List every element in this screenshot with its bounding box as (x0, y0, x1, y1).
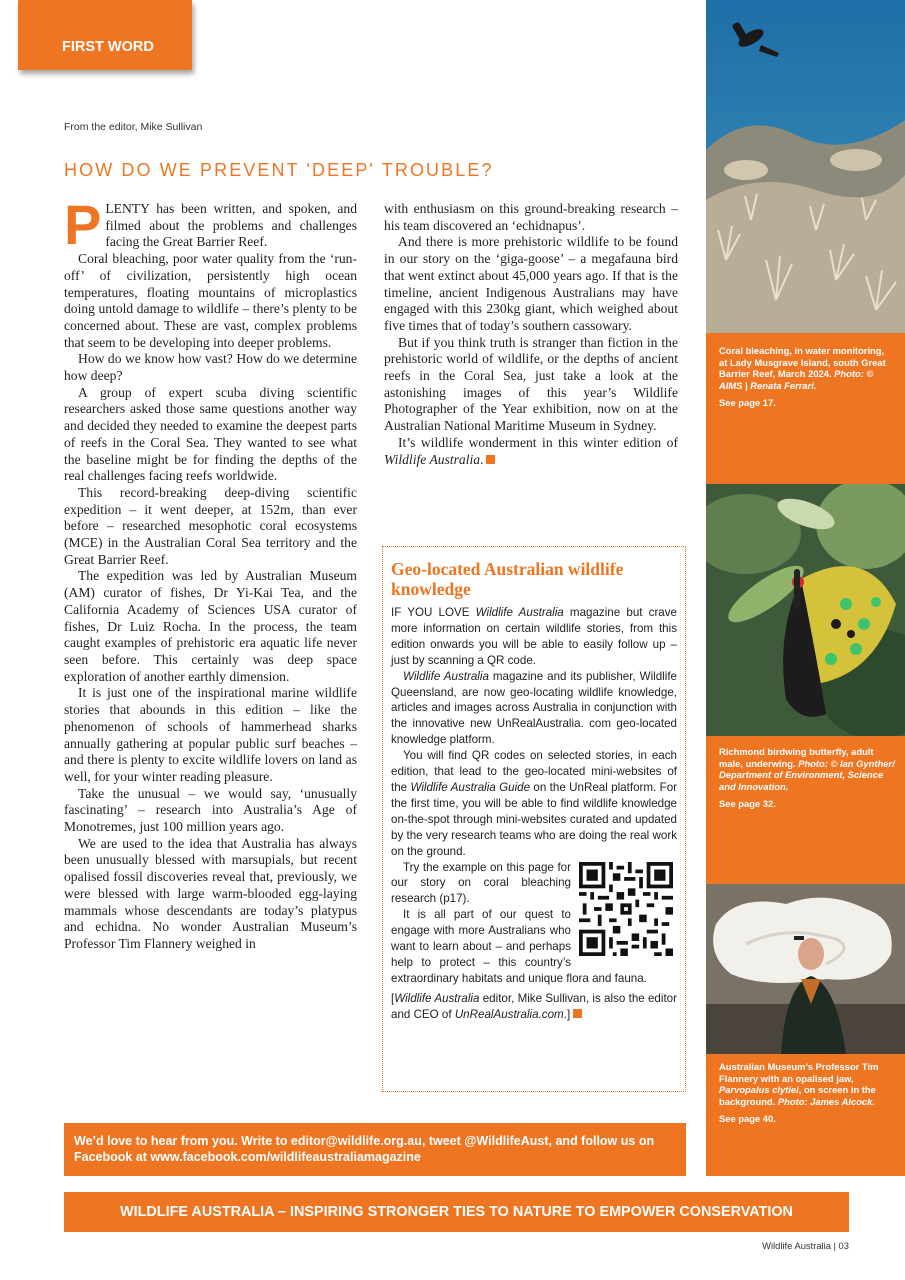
page-title: HOW DO WE PREVENT 'DEEP' TROUBLE? (64, 160, 494, 180)
box-paragraph: Wildlife Australia magazine and its publisher, Wildlife Queensland, are now geo-locating wildlife knowledge, articles and images across Australia in conjunction with the innovative new UnRealAustralia. com geo-located knowledge platform. (391, 669, 677, 747)
contact-banner[interactable]: We’d love to hear from you. Write to editor@wildlife.org.au, tweet @WildlifeAust, and follow us on Facebook at www.facebook.com/wildlifeaustraliamagazine (64, 1123, 686, 1176)
article-paragraph: Coral bleaching, poor water quality from the ‘run-off’ of civilization, persistently high ocean temperatures, floating mountains of microplastics doing untold damage to wildlife – there’s plenty to be concerned about. These are vast, complex problems that seem to be developing into deeper problems. (64, 251, 357, 350)
see-page-link[interactable]: See page 17. (719, 397, 776, 409)
sidebar-box (382, 546, 686, 1092)
article-paragraph: The expedition was led by Australian Museum (AM) curator of fishes, Dr Yi-Kai Tea, and the California Academy of Sciences USA curator of fishes, Dr Luiz Rocha. In the process, the team caught examples of prehistoric era aquatic life never seen before. This certainly was deep space exploration of another earthly dimension. (64, 568, 357, 684)
box-paragraph: IF YOU LOVE Wildlife Australia magazine but crave more information on certain wildlife stories, from this edition onwards you will be able to easily follow up – just by scanning a QR code. (391, 606, 677, 667)
article-paragraph: It’s wildlife wonderment in this winter edition of Wildlife Australia. (384, 434, 678, 467)
article-paragraph: We are used to the idea that Australia has always been unusually blessed with marsupials, but recent opalised fossil discoveries reveal that, previously, we were blessed with large warm-blooded egg-laying mammals whose descendants are today’s platypus and echidna. No wonder Australian Museum’s Professor Tim Flannery weighed in (64, 835, 357, 951)
section-tab-label: FIRST WORD (62, 39, 154, 55)
box-paragraph: [Wildlife Australia editor, Mike Sullivan, is also the editor and CEO of UnRealAustralia.com.] (391, 991, 677, 1021)
article-paragraph: It is just one of the inspirational marine wildlife stories that abounds in this edition – like the phenomenon of schools of hammerhead sharks annually gathering at popular public surf beaches – and there is plenty to excite wildlife lovers on land as well, for your winter reading pleasure. (64, 685, 357, 784)
see-page-link[interactable]: See page 40. (719, 1113, 776, 1125)
article-paragraph: This record-breaking deep-diving scientific expedition – it went deeper, at 152m, than ever before – researched mesophotic coral ecosystems (MCE) in the Australian Coral Sea territory and the Great Barrier Reef. (64, 484, 357, 567)
butterfly-photo (706, 484, 905, 736)
article-paragraph: A group of expert scuba diving scientific researchers asked those same questions another way and decided they needed to examine the deepest parts of reefs in the Coral Sea. They wanted to see what the baseline might be for finding the depths of the real challenges facing reefs worldwide. (64, 384, 357, 484)
article-column-right (384, 201, 678, 468)
box-paragraph: Try the example on this page for our story on coral bleaching research (p17). (391, 860, 571, 906)
article-paragraph: Take the unusual – we would say, ‘unusually fascinating’ – research into Australia’s Age of Monotremes, just 100 million years ago. (64, 785, 357, 835)
article-paragraph: PLENTY has been written, and spoken, and filmed about the problems and challenges facing the Great Barrier Reef. (64, 193, 357, 256)
tim-flannery-photo (706, 884, 905, 1054)
drop-cap: P (64, 193, 102, 256)
photo-caption-butterfly: Richmond birdwing butterfly, adult male, underwing. Photo: © Ian Gynther/ Department of Environment, Science and Innovation. See page 32. (719, 746, 895, 810)
section-tab (18, 0, 192, 70)
article-paragraph: How do we know how vast? How do we determine how deep? (64, 351, 357, 384)
article-paragraph: But if you think truth is stranger than fiction in the prehistoric world of wildlife, or the depths of ancient reefs in the Coral Sea, just take a look at the astonishing images of this year’s Wildlife Photographer of the Year exhibition, now on at the Australian National Maritime Museum in Sydney. (384, 334, 678, 434)
end-mark-icon (573, 1009, 582, 1018)
end-mark-icon (486, 455, 495, 464)
photo-caption-flannery: Australian Museum’s Professor Tim Flannery with an opalised jaw, Parvopalus clytiei, on screen in the background. Photo: James Alcock. See page 40. (719, 1061, 895, 1125)
box-paragraph: It is all part of our quest to engage with more Australians who want to learn about – and perhaps help to protect – this country’s extraordinary habitats and unique flora and fauna. (391, 908, 647, 985)
article-column-left (64, 193, 357, 953)
article-paragraph: with enthusiasm on this ground-breaking research – his team discovered an ‘echidnapus’. (384, 201, 678, 233)
qr-code-icon[interactable] (579, 862, 673, 956)
article-paragraph: And there is more prehistoric wildlife to be found in our story on the ‘giga-goose’ – a megafauna bird that went extinct about 45,000 years ago. If that is the timeline, ancient Indigenous Australians may have engaged with this 230kg giant, which weighed about five times that of today’s southern cassowary. (384, 234, 678, 333)
box-title: Geo-located Australian wildlife knowledge (391, 559, 624, 599)
folio: Wildlife Australia | 03 (762, 1240, 849, 1251)
photo-sidebar (706, 0, 905, 1176)
photo-caption-coral: Coral bleaching, in water monitoring, at Lady Musgrave Island, south Great Barrier Reef, March 2024. Photo: © AIMS | Renata Ferrari. See page 17. (719, 345, 895, 409)
see-page-link[interactable]: See page 32. (719, 798, 776, 810)
byline: From the editor, Mike Sullivan (64, 121, 203, 133)
tagline-banner: WILDLIFE AUSTRALIA – INSPIRING STRONGER TIES TO NATURE TO EMPOWER CONSERVATION (64, 1192, 849, 1232)
coral-reef-photo (706, 0, 905, 333)
box-paragraph: You will find QR codes on selected stories, in each edition, that lead to the geo-located mini-websites of the Wildlife Australia Guide on the UnReal platform. For the first time, you will be able to find wildlife knowledge on-the-spot through mini-websites curated and updated by the very research teams who are doing the real work on the ground. (391, 749, 678, 858)
